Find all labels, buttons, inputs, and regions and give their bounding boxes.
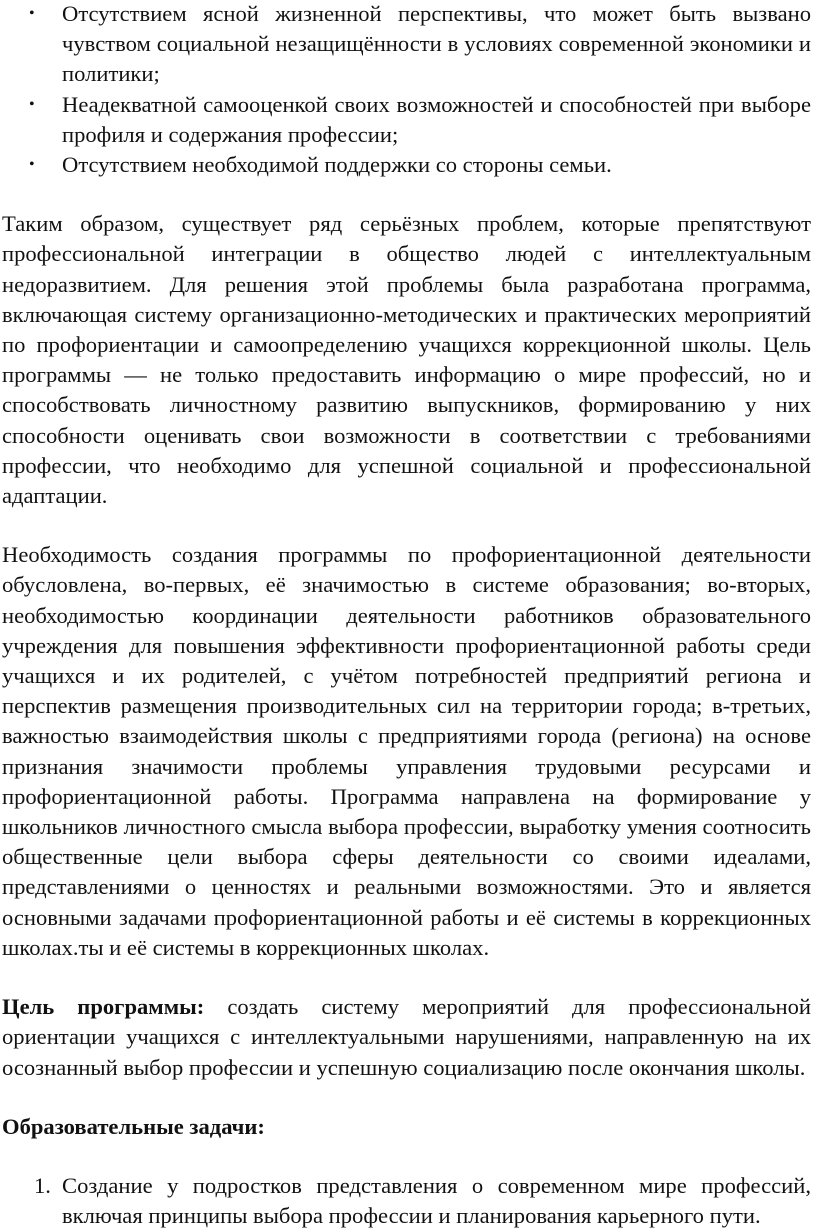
goal-label: Цель программы: [2,994,205,1020]
spacer [2,1142,811,1171]
list-item-text: Создание у подростков представления о современном мире профессий, включая принципы выбора профессии и планирования карьерного пути. [62,1172,811,1229]
bullet-list [2,0,811,180]
spacer [2,963,811,992]
paragraph-necessity: Необходимость создания программы по профориентационной деятельности обусловлена, во-первых, её значимостью в системе образования; во-вторых, необходимостью координации деятельности работников образовательного учреждения для повышения эффективности профориентационной работы среди учащихся и их родителей, с учётом потребностей предприятий региона и перспектив размещения производительных сил на территории города; в-третьих, важностью взаимодействия школы с предприятиями города (региона) на основе признания значимости проблемы управления трудовыми ресурсами и профориентационной работы. Программа направлена на формирование у школьников личностного смысла выбора профессии, выработку умения соотносить общественные цели выбора сферы деятельности со своими идеалами, представлениями о ценностях и реальными возможностями. Это и является основными задачами профориентационной работы и её системы в коррекционных школах.ты и её системы в коррекционных школах. [2,542,811,960]
spacer [2,511,811,540]
bullet-icon: • [29,95,35,113]
paragraph-goal [2,992,811,1083]
list-item-number: 1. [34,1172,51,1198]
bullet-icon: • [29,156,35,174]
tasks-heading: Образовательные задачи: [2,1113,265,1139]
list-item-text: Отсутствием необходимой поддержки со стороны семьи. [62,152,612,178]
tasks-list [2,1171,811,1231]
spacer [2,180,811,209]
list-item-text: Неадекватной самооценкой своих возможностей и способностей при выборе профиля и содержания профессии; [62,91,811,147]
list-item [2,1171,811,1231]
list-item-text: Отсутствием ясной жизненной перспективы, что может быть вызвано чувством социальной незащищённости в условиях современной экономики и политики; [62,1,811,87]
goal-text: создать систему мероприятий для профессиональной ориентации учащихся с интеллектуальными нарушениями, направленную на их осознанный выбор профессии и успешную социализацию после окончания школы. [2,994,812,1080]
bullet-icon: • [29,5,35,22]
spacer [2,1083,811,1112]
list-item [2,0,811,90]
list-item [2,150,811,180]
list-item [2,90,811,150]
paragraph-problems: Таким образом, существует ряд серьёзных проблем, которые препятствуют профессиональной интеграции в общество людей с интеллектуальным недоразвитием. Для решения этой проблемы была разработана программа, включающая систему организационно-методических и практических мероприятий по профориентации и самоопределению учащихся коррекционной школы. Цель программы — не только предоставить информацию о мире профессий, но и способствовать личностному развитию выпускников, формированию у них способности оценивать свои возможности в соответствии с требованиями профессии, что необходимо для успешной социальной и профессиональной адаптации. [2,211,811,509]
